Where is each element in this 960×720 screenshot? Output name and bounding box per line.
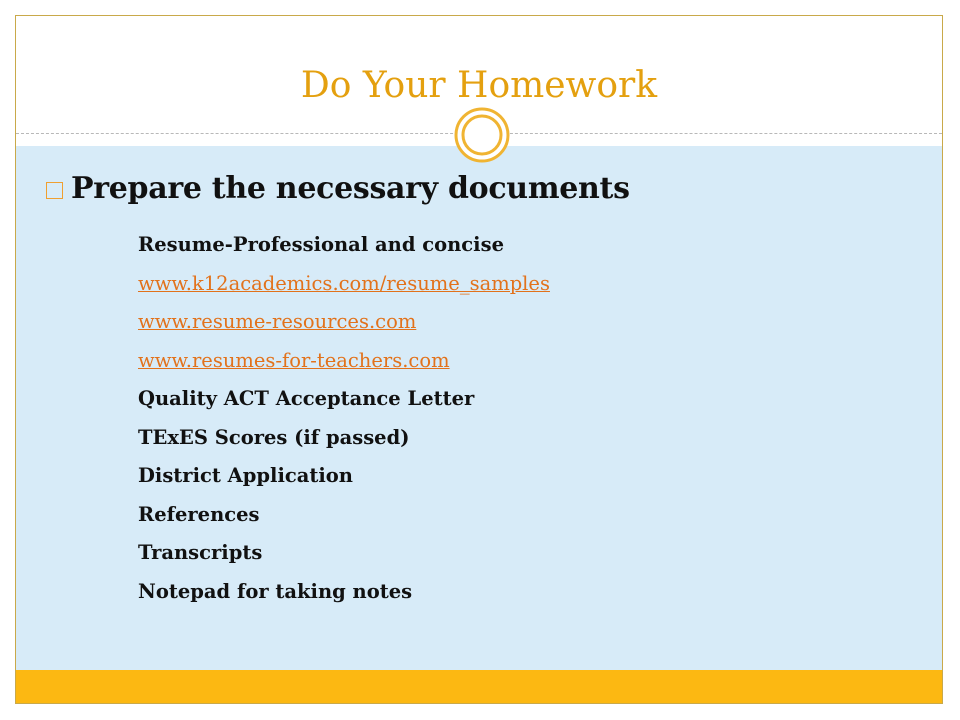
square-bullet-icon [46, 182, 63, 199]
double-ring-icon [453, 106, 511, 164]
list-item-texes-scores: TExES Scores (if passed) [138, 425, 410, 449]
main-bullet [46, 168, 630, 208]
link-resumes-for-teachers[interactable]: www.resumes-for-teachers.com [138, 348, 450, 372]
list-item-district-application: District Application [138, 464, 353, 487]
list-item-act-letter: Quality ACT Acceptance Letter [138, 387, 475, 410]
list-item-transcripts: Transcripts [138, 541, 263, 564]
bottom-bar [16, 670, 942, 703]
list-item-resume: Resume-Professional and concise [138, 233, 504, 256]
document-list [138, 226, 550, 611]
link-k12academics[interactable]: www.k12academics.com/resume_samples [138, 271, 550, 295]
link-resume-resources[interactable]: www.resume-resources.com [138, 310, 417, 333]
slide-title: Do Your Homework [300, 65, 658, 106]
main-bullet-text: Prepare the necessary documents [71, 170, 630, 206]
list-item-references: References [138, 502, 260, 526]
list-item-notepad: Notepad for taking notes [138, 579, 413, 603]
